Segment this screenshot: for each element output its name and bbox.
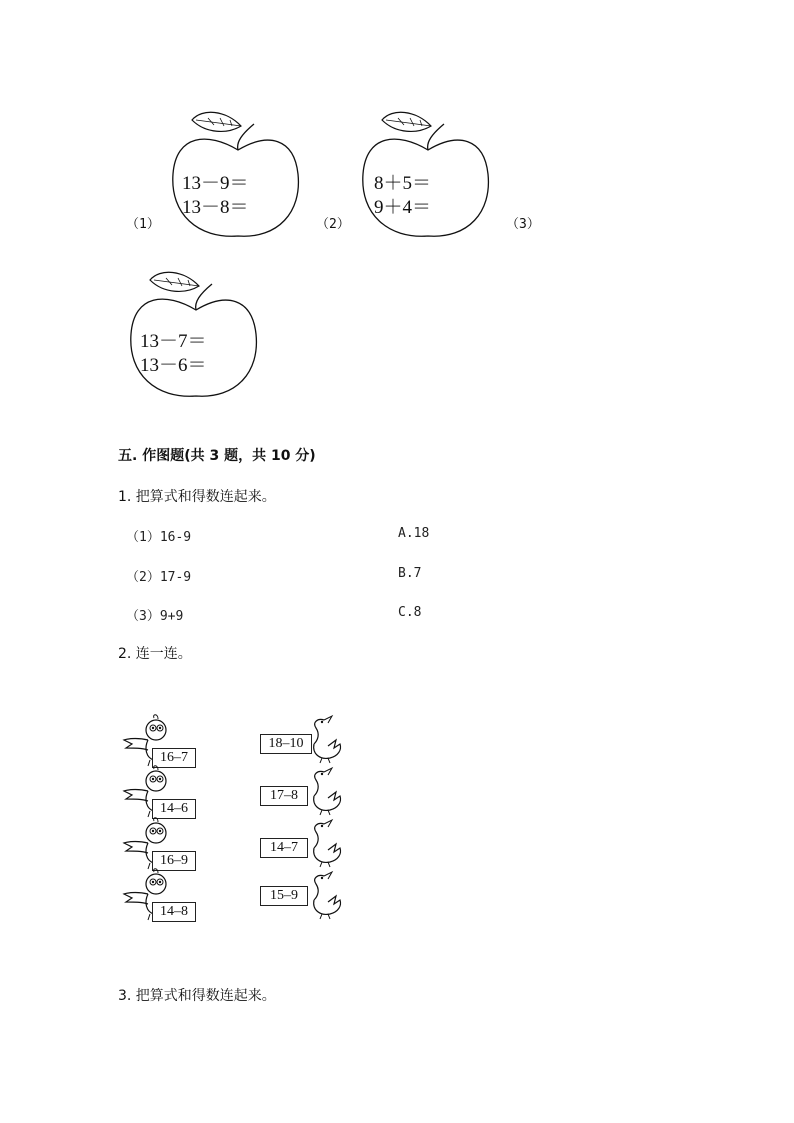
question-1-title: 1. 把算式和得数连起来。 [118,489,276,505]
goose-expression-1: 18–10 [260,734,312,754]
bird-expression-4: 14–8 [152,902,196,922]
apple-2 [358,104,498,244]
bird-card-3 [122,819,198,871]
goose-expression-4: 15–9 [260,886,308,906]
goose-expression-3: 14–7 [260,838,308,858]
q1-answer-2: B.7 [398,566,422,581]
apple-1-equation-1: 13－9＝ [182,173,249,194]
apple-1-equation-2: 13－8＝ [182,197,249,218]
apple-3-equation-1: 13－7＝ [140,331,207,352]
bird-card-1 [122,716,198,768]
apple-1-label: （1） [126,217,160,232]
apple-2-equation-2: 9＋4＝ [374,197,432,218]
q1-answer-3: C.8 [398,605,422,620]
bird-card-4 [122,870,198,922]
apple-3 [126,264,266,404]
q1-answer-1: A.18 [398,526,430,541]
question-2-title: 2. 连一连。 [118,646,192,662]
goose-card-2 [258,766,342,816]
bird-card-2 [122,767,198,819]
apple-1 [168,104,308,244]
bird-expression-3: 16–9 [152,851,196,871]
section-title: 五. 作图题(共 3 题，共 10 分) [118,448,316,464]
q1-expression-2: （2）17-9 [126,570,192,585]
goose-card-3 [258,818,342,868]
bird-expression-1: 16–7 [152,748,196,768]
apple-3-equation-2: 13－6＝ [140,355,207,376]
bird-expression-2: 14–6 [152,799,196,819]
goose-card-4 [258,870,342,920]
goose-expression-2: 17–8 [260,786,308,806]
apple-2-equation-1: 8＋5＝ [374,173,432,194]
question-3-title: 3. 把算式和得数连起来。 [118,988,276,1004]
q1-expression-3: （3）9+9 [126,609,184,624]
apple-2-label: （2） [316,217,350,232]
q1-expression-1: （1）16-9 [126,530,192,545]
apple-3-label: （3） [506,217,540,232]
goose-card-1 [258,714,342,764]
